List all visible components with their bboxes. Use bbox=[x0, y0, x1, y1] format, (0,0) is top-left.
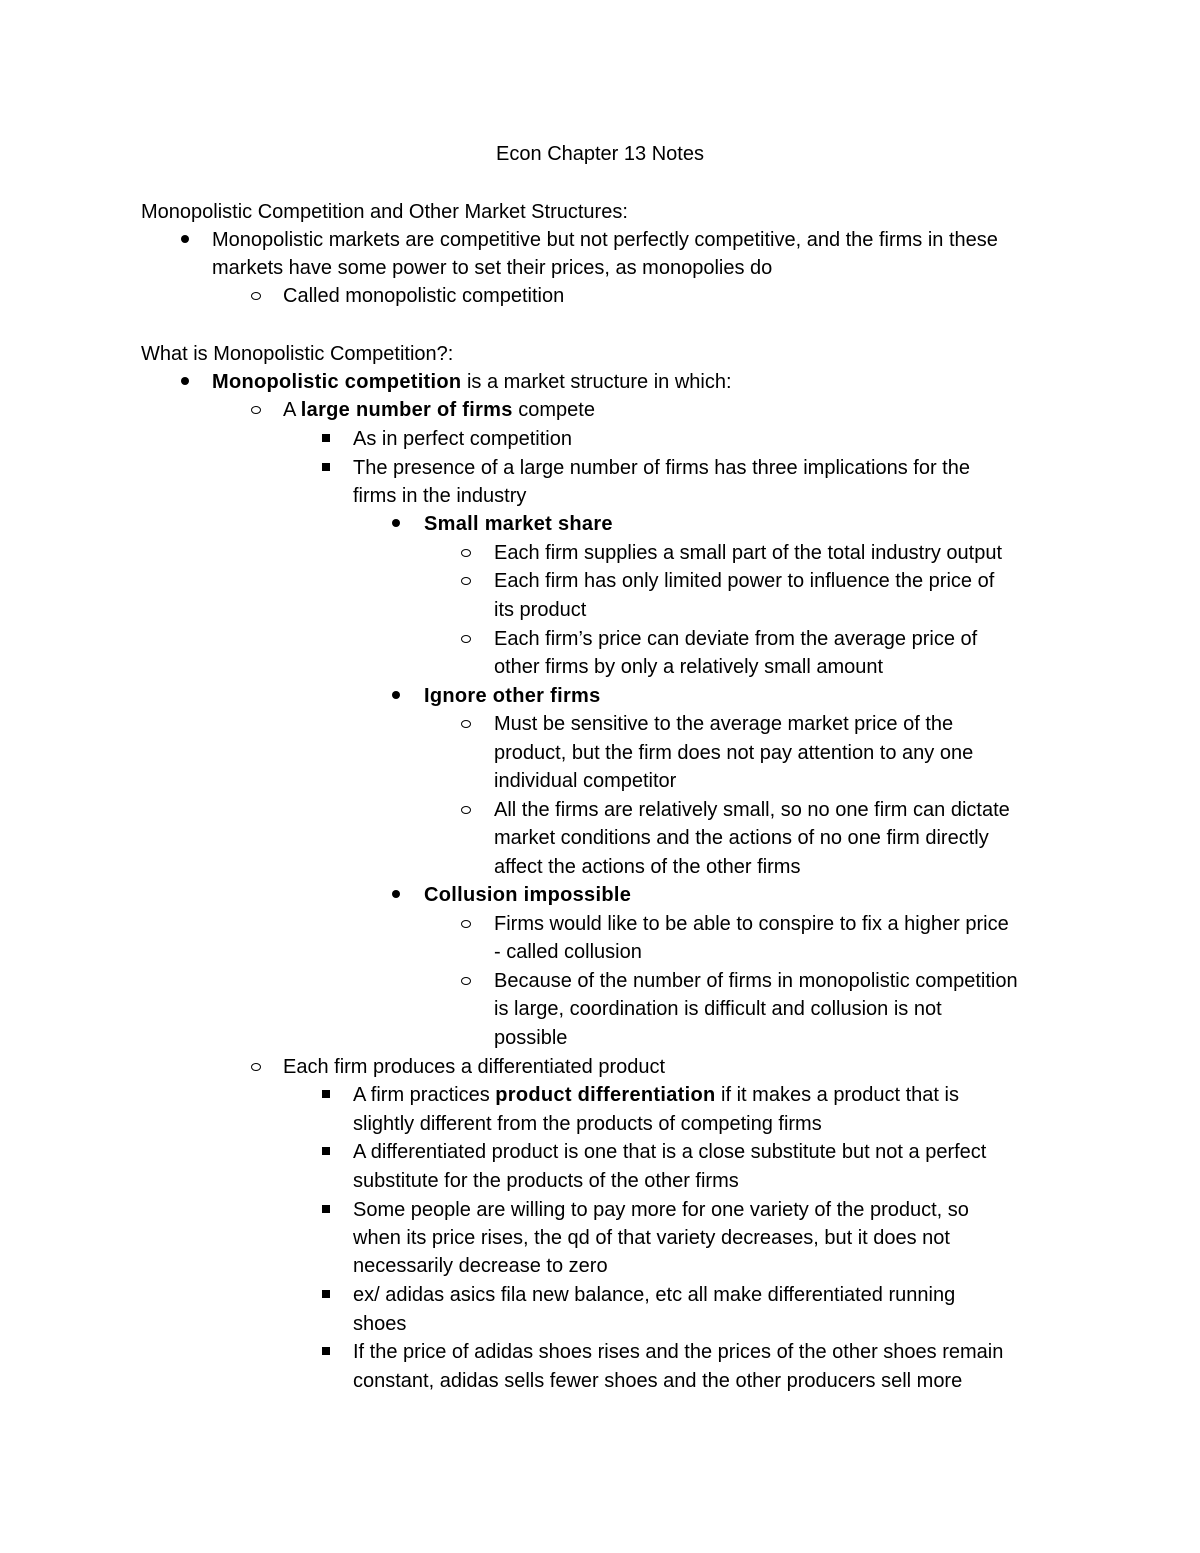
bullet-circle-icon bbox=[241, 396, 271, 424]
list-item-text: individual competitor bbox=[494, 770, 677, 792]
list-item-text: Each firm has only limited power to influence the price of bbox=[494, 570, 995, 592]
list-item-text: ex/ adidas asics fila new balance, etc all make differentiated running bbox=[353, 1284, 956, 1306]
list-item-text: constant, adidas sells fewer shoes and the other producers sell more bbox=[353, 1370, 963, 1392]
list-item-text: Because of the number of firms in monopolistic competition bbox=[494, 970, 1018, 992]
bullet-circle-icon bbox=[451, 710, 481, 738]
section-heading: What is Monopolistic Competition?: bbox=[141, 343, 454, 365]
list-item-text: Called monopolistic competition bbox=[283, 285, 565, 307]
list-item-text: substitute for the products of the other firms bbox=[353, 1170, 739, 1192]
list-item-text: its product bbox=[494, 599, 587, 621]
list-item-text: when its price rises, the qd of that variety decreases, but it does not bbox=[353, 1227, 950, 1249]
list-item-text: firms in the industry bbox=[353, 485, 527, 507]
list-item-text: market conditions and the actions of no one firm directly bbox=[494, 827, 989, 849]
list-item-text: Firms would like to be able to conspire to fix a higher price bbox=[494, 913, 1009, 935]
list-item-text: The presence of a large number of firms has three implications for the bbox=[353, 457, 970, 479]
list-item-text: A differentiated product is one that is a close substitute but not a perfect bbox=[353, 1141, 987, 1163]
list-item-text: necessarily decrease to zero bbox=[353, 1255, 608, 1277]
bold-term: Ignore other firms bbox=[424, 685, 601, 707]
list-item-text: markets have some power to set their prices, as monopolies do bbox=[212, 257, 773, 279]
bullet-disc-icon bbox=[381, 682, 411, 710]
list-item-text: Each firm supplies a small part of the total industry output bbox=[494, 542, 1003, 564]
bullet-circle-icon bbox=[241, 282, 271, 310]
bullet-circle-icon bbox=[241, 1053, 271, 1081]
list-item-text: affect the actions of the other firms bbox=[494, 856, 801, 878]
bullet-disc-icon bbox=[170, 226, 200, 254]
list-item-text: is large, coordination is difficult and collusion is not bbox=[494, 998, 942, 1020]
bullet-square-icon bbox=[311, 1338, 341, 1366]
bullet-square-icon bbox=[311, 425, 341, 453]
list-item-text bbox=[424, 881, 631, 909]
list-item-text: product, but the firm does not pay attention to any one bbox=[494, 742, 974, 764]
bullet-square-icon bbox=[311, 1281, 341, 1309]
text-span: A firm practices bbox=[353, 1084, 496, 1106]
list-item-text bbox=[424, 682, 601, 710]
list-item-text bbox=[353, 1081, 959, 1109]
text-span: if it makes a product that is bbox=[715, 1084, 959, 1106]
list-item-text: - called collusion bbox=[494, 941, 642, 963]
bullet-square-icon bbox=[311, 1081, 341, 1109]
list-item-text bbox=[283, 396, 595, 424]
bold-term: Monopolistic competition bbox=[212, 371, 462, 393]
document-title: Econ Chapter 13 Notes bbox=[496, 143, 704, 165]
list-item-text: Monopolistic markets are competitive but not perfectly competitive, and the firms in these bbox=[212, 229, 998, 251]
list-item-text bbox=[212, 368, 732, 396]
bold-term: large number of firms bbox=[300, 399, 513, 421]
bullet-disc-icon bbox=[381, 510, 411, 538]
text-span: compete bbox=[512, 399, 595, 421]
text-span: A bbox=[283, 399, 301, 421]
bullet-square-icon bbox=[311, 1138, 341, 1166]
bold-term: Small market share bbox=[424, 513, 613, 535]
bold-term: product differentiation bbox=[495, 1084, 716, 1106]
list-item-text: other firms by only a relatively small amount bbox=[494, 656, 884, 678]
bullet-disc-icon bbox=[381, 881, 411, 909]
bullet-square-icon bbox=[311, 1196, 341, 1224]
bullet-circle-icon bbox=[451, 910, 481, 938]
section-heading: Monopolistic Competition and Other Market Structures: bbox=[141, 201, 628, 223]
bullet-square-icon bbox=[311, 454, 341, 482]
list-item-text: Must be sensitive to the average market price of the bbox=[494, 713, 954, 735]
list-item-text: shoes bbox=[353, 1313, 407, 1335]
list-item-text: slightly different from the products of competing firms bbox=[353, 1113, 822, 1135]
text-span: is a market structure in which: bbox=[461, 371, 732, 393]
list-item-text bbox=[424, 510, 613, 538]
list-item-text: possible bbox=[494, 1027, 568, 1049]
bullet-circle-icon bbox=[451, 567, 481, 595]
list-item-text: If the price of adidas shoes rises and the prices of the other shoes remain bbox=[353, 1341, 1004, 1363]
bullet-disc-icon bbox=[170, 368, 200, 396]
bold-term: Collusion impossible bbox=[424, 884, 632, 906]
bullet-circle-icon bbox=[451, 796, 481, 824]
list-item-text: As in perfect competition bbox=[353, 428, 572, 450]
list-item-text: Each firm produces a differentiated product bbox=[283, 1056, 666, 1078]
bullet-circle-icon bbox=[451, 539, 481, 567]
bullet-circle-icon bbox=[451, 967, 481, 995]
list-item-text: All the firms are relatively small, so no one firm can dictate bbox=[494, 799, 1010, 821]
list-item-text: Each firm’s price can deviate from the average price of bbox=[494, 628, 978, 650]
list-item-text: Some people are willing to pay more for one variety of the product, so bbox=[353, 1199, 969, 1221]
bullet-circle-icon bbox=[451, 625, 481, 653]
